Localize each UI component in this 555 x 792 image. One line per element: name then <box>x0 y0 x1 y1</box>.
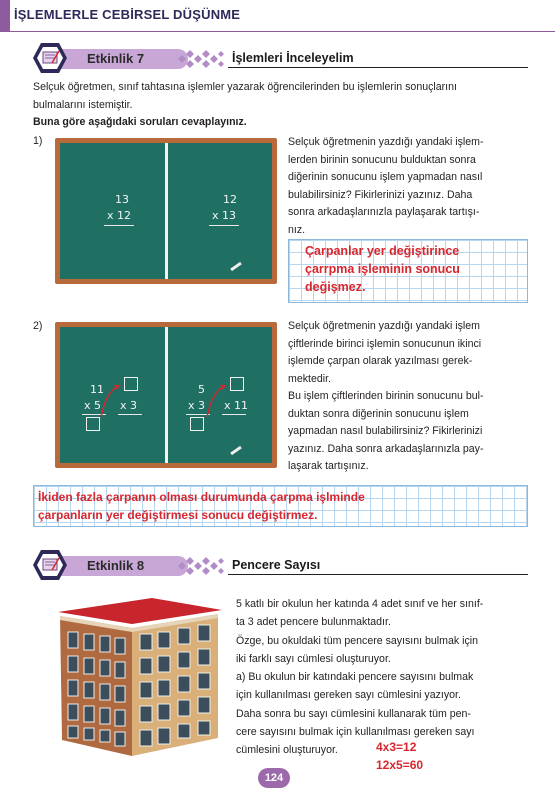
text-line: laşarak tartışınız. <box>288 460 369 472</box>
handwritten-answer: 4x3=12 <box>376 740 417 754</box>
activity-label: Etkinlik 8 <box>87 558 145 573</box>
text-line: diğerinin sonucunu işlem yapmadan nasıl <box>288 171 483 183</box>
question-1-number: 1) <box>33 135 43 147</box>
intro-paragraph <box>33 79 533 132</box>
answer-line: değişmez. <box>305 280 366 294</box>
chalk-number: x 13 <box>212 209 237 222</box>
activity-8-text <box>236 595 536 760</box>
text-line: Bu işlem çiftlerinden birinin sonucunu bul- <box>288 390 484 402</box>
red-arrow-icon <box>98 379 124 419</box>
chalk-number: x 5 <box>84 399 102 412</box>
activity-8-header <box>0 549 555 579</box>
chalk-number: 5 <box>198 383 205 396</box>
question-2-text <box>288 318 533 476</box>
red-arrow-icon <box>204 379 230 419</box>
text-line: bulabilirsiniz? Fikirlerinizi yazınız. Daha <box>288 188 473 201</box>
text-line: işlemde çarpan olarak yazılması gerek- <box>288 355 473 367</box>
activity-title: Pencere Sayısı <box>232 558 321 572</box>
chalk-number: 11 <box>90 383 104 396</box>
empty-result-box <box>190 417 204 431</box>
intro-line: Selçuk öğretmen, sınıf tahtasına işlemler yazarak öğrencilerinden bu işlemlerin sonuçlarını <box>33 81 457 93</box>
chalkboard-1 <box>55 138 277 284</box>
activity-hexagon-icon <box>32 42 68 74</box>
chapter-header <box>0 0 555 32</box>
chalk-number: x 11 <box>224 399 249 412</box>
activity-title: İşlemleri İnceleyelim <box>232 51 354 65</box>
board-divider <box>165 143 168 279</box>
text-line: çiftlerinde birinci işlemin sonucunun ikinci <box>288 337 482 350</box>
text-line: ta 3 adet pencere bulunmaktadır. <box>236 616 391 629</box>
text-line: sonra arkadaşlarınızla paylaşarak tartışı- <box>288 206 480 218</box>
answer-line: çarrpma işleminin sonucu <box>305 262 460 276</box>
answer-box-1[interactable] <box>288 239 528 303</box>
instruction-line: Buna göre aşağıdaki soruları cevaplayınız. <box>33 116 247 128</box>
chalk-number: x 3 <box>120 399 138 412</box>
text-line: mektedir. <box>288 372 331 385</box>
chalk-number: 12 <box>223 193 237 206</box>
text-line: yapmadan nasıl bulabilirsiniz? Fikirlerinizi <box>288 425 483 437</box>
page-number: 124 <box>258 768 290 788</box>
text-line: 5 katlı bir okulun her katında 4 adet sınıf ve her sınıf- <box>236 598 484 610</box>
text-line: Özge, bu okuldaki tüm pencere sayısını bulmak için <box>236 634 479 647</box>
activity-title-rule <box>228 574 528 575</box>
text-line: Selçuk öğretmenin yazdığı yandaki işlem- <box>288 136 484 148</box>
text-line: Selçuk öğretmenin yazdığı yandaki işlem <box>288 320 480 332</box>
text-line: lerden birinin sonucunu bulduktan sonra <box>288 153 476 166</box>
answer-line: çarpanların yer değiştirmesi sonucu değiştirmez. <box>38 508 318 522</box>
text-line: iki farklı sayı cümlesi oluşturuyor. <box>236 652 391 665</box>
text-line: için kullanılması gereken sayı cümlesini yazıyor. <box>236 689 461 702</box>
text-line: cere sayısını bulmak için kullanılması gereken sayı <box>236 726 475 739</box>
activity-title-rule <box>228 67 528 68</box>
header-accent-bar <box>0 0 10 32</box>
chalk-underline <box>209 225 239 226</box>
chalk-piece <box>230 446 242 455</box>
text-line: Daha sonra bu sayı cümlesini kullanarak tüm pen- <box>236 707 471 720</box>
answer-line: Çarpanlar yer değiştirince <box>305 244 460 258</box>
activity-7-header <box>0 42 555 72</box>
decorative-diamonds-icon <box>172 553 232 579</box>
chapter-title: İŞLEMLERLE CEBİRSEL DÜŞÜNME <box>14 7 241 22</box>
empty-result-box <box>230 377 244 391</box>
decorative-diamonds-icon <box>172 46 232 72</box>
school-building-illustration <box>52 590 226 758</box>
header-rule <box>0 31 555 32</box>
chalkboard-2 <box>55 322 277 468</box>
handwritten-answer: 12x5=60 <box>376 758 424 772</box>
text-line: duktan sonra diğerinin sonucunu işlem <box>288 407 469 420</box>
question-2-number: 2) <box>33 320 43 332</box>
chalk-number: x 3 <box>188 399 206 412</box>
activity-label: Etkinlik 7 <box>87 51 145 66</box>
empty-result-box <box>124 377 138 391</box>
text-line: yazınız. Daha sonra arkadaşlarınızla pay- <box>288 442 484 455</box>
text-line: cümlesini oluşturuyor. <box>236 744 338 757</box>
answer-box-2[interactable] <box>33 485 528 527</box>
intro-line: bulmalarını istemiştir. <box>33 98 133 111</box>
chalk-piece <box>230 262 242 271</box>
handwritten-answer <box>38 488 365 524</box>
board-divider <box>165 327 168 463</box>
chalk-number: x 12 <box>107 209 132 222</box>
handwritten-answer <box>305 242 460 296</box>
activity-hexagon-icon <box>32 549 68 581</box>
text-line: nız. <box>288 223 306 236</box>
text-line: a) Bu okulun bir katındaki pencere sayısını bulmak <box>236 671 474 684</box>
answer-line: İkiden fazla çarpanın olması durumunda çarpma işlminde <box>38 490 365 504</box>
empty-result-box <box>86 417 100 431</box>
question-1-text <box>288 134 533 239</box>
chalk-underline <box>104 225 134 226</box>
chalk-number: 13 <box>115 193 129 206</box>
